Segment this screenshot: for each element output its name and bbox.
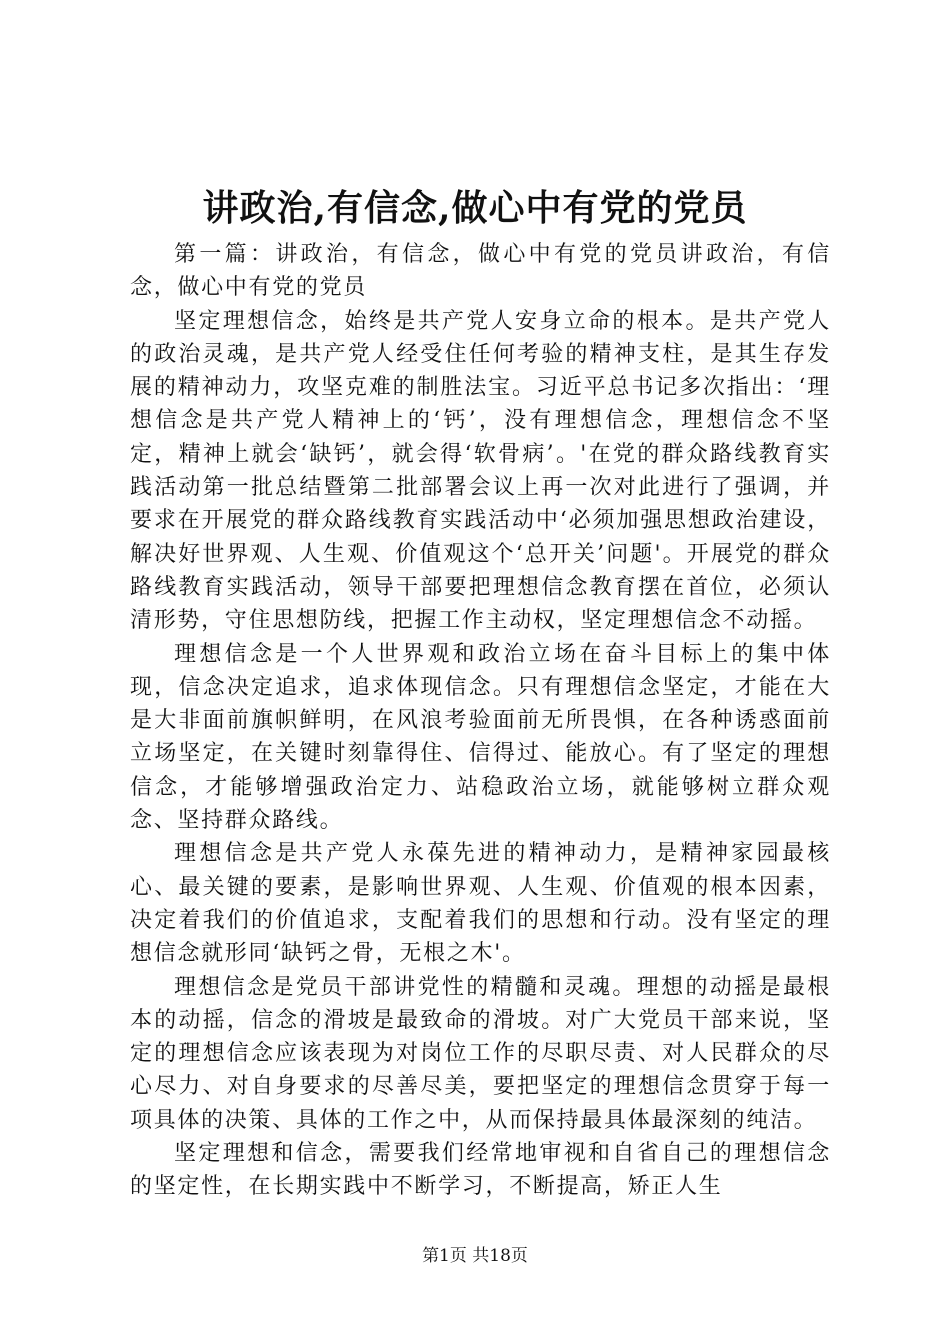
paragraph-6: 坚定理想和信念，需要我们经常地审视和自省自己的理想信念的坚定性，在长期实践中不断学习，不断提高，矫正人生	[130, 1141, 831, 1200]
paragraph-5: 理想信念是党员干部讲党性的精髓和灵魂。理想的动摇是最根本的动摇，信念的滑坡是最致命的滑坡。对广大党员干部来说，坚定的理想信念应该表现为对岗位工作的尽职尽责、对人民群众的尽心尽力、对自身要求的尽善尽美，要把坚定的理想信念贯穿于每一项具体的决策、具体的工作之中，从而保持最具体最深刻的纯洁。	[130, 974, 831, 1133]
document-title: 讲政治,有信念,做心中有党的党员	[202, 187, 748, 229]
paragraph-4: 理想信念是共产党人永葆先进的精神动力，是精神家园最核心、最关键的要素，是影响世界观、人生观、价值观的根本因素，决定着我们的价值追求，支配着我们的思想和行动。没有坚定的理想信念就形同‘缺钙之骨，无根之木'。	[130, 841, 831, 967]
paragraph-2: 坚定理想信念，始终是共产党人安身立命的根本。是共产党人的政治灵魂，是共产党人经受住任何考验的精神支柱，是其生存发展的精神动力，攻坚克难的制胜法宝。习近平总书记多次指出：‘理想信念是共产党人精神上的‘钙’，没有理想信念，理想信念不坚定，精神上就会‘缺钙’，就会得‘软骨病’。'在党的群众路线教育实践活动第一批总结暨第二批部署会议上再一次对此进行了强调，并要求在开展党的群众路线教育实践活动中‘必须加强思想政治建设，解决好世界观、人生观、价值观这个‘总开关’问题'。开展党的群众路线教育实践活动，领导干部要把理想信念教育摆在首位，必须认清形势，守住思想防线，把握工作主动权，坚定理想信念不动摇。	[130, 308, 831, 634]
page-number-footer: 第1页 共18页	[422, 1246, 528, 1266]
document-body	[130, 238, 831, 1204]
paragraph-1: 第一篇：讲政治，有信念，做心中有党的党员讲政治，有信念，做心中有党的党员	[130, 242, 831, 301]
paragraph-3: 理想信念是一个人世界观和政治立场在奋斗目标上的集中体现，信念决定追求，追求体现信念。只有理想信念坚定，才能在大是大非面前旗帜鲜明，在风浪考验面前无所畏惧，在各种诱惑面前立场坚定，在关键时刻靠得住、信得过、能放心。有了坚定的理想信念，才能够增强政治定力、站稳政治立场，就能够树立群众观念、坚持群众路线。	[130, 641, 831, 834]
